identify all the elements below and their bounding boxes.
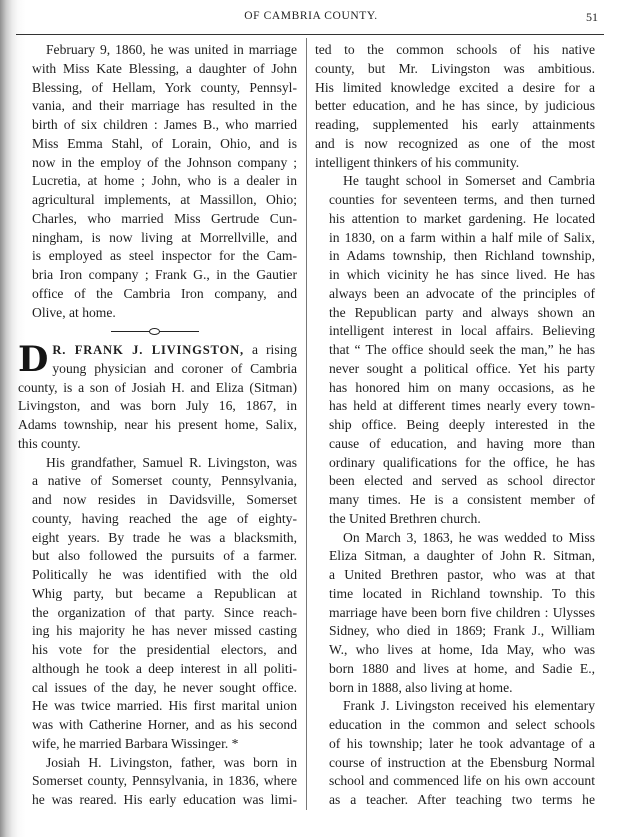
text-line: education in the common and select schools	[329, 717, 595, 732]
text-line: has honored him on many occasions, as he	[329, 379, 595, 395]
text-line: now in the employ of the Johnson company ;	[32, 154, 297, 170]
column-divider-rule	[306, 38, 307, 810]
text-line	[18, 341, 297, 360]
drop-cap-letter: D	[18, 339, 49, 380]
text-line: Politically he was identified with the old	[32, 567, 297, 582]
text-line: in Adams township, then Richland township,	[329, 248, 595, 264]
text-line: February 9, 1860, he was united in marriage	[46, 42, 297, 57]
text-line: ing his majority he has never missed casting	[32, 623, 297, 639]
text-line: office of the Cambria Iron company, and	[32, 285, 297, 301]
text-line: Blessing, of Hellam, York county, Pennsyl-	[32, 79, 297, 95]
text-line: never sought a political office. Yet his party	[329, 360, 595, 376]
text-line: He was twice married. His first marital union	[32, 698, 297, 714]
text-line: bria Iron company ; Frank G., in the Gautier	[32, 267, 297, 282]
subject-name-heading: R. FRANK J. LIVINGSTON,	[52, 343, 244, 357]
text-line: On March 3, 1863, he was wedded to Miss	[343, 529, 595, 545]
text-line: cause of education, and having more than	[329, 435, 595, 451]
text-line: Eliza Sitman, a daughter of John R. Sitman,	[329, 548, 595, 564]
text-line: a United Brethren pastor, who was at that	[329, 567, 595, 582]
text-line: eight years. By trade he was a blacksmith,	[32, 529, 297, 545]
text-line: W., who lives at home, Ida May, who was	[329, 642, 595, 657]
text-fragment: a rising	[243, 342, 297, 357]
text-line: although he took a deep interest in all politi-	[32, 660, 297, 676]
text-line: Sidney, who died in 1869; Frank J., William	[329, 623, 595, 639]
text-line: in which vicinity he has since lived. He has	[329, 267, 595, 282]
text-line: time located in Richland township. To this	[329, 585, 595, 601]
text-line: counties for seventeen terms, and then turned	[329, 192, 595, 207]
text-line: He taught school in Somerset and Cambria	[343, 173, 595, 189]
text-line: that “ The office should seek the man,” he has	[329, 342, 595, 357]
text-line: the Republican party and always shown an	[329, 304, 595, 320]
text-line: course of instruction at the Ebensburg Normal	[329, 754, 595, 770]
header-rule	[16, 34, 604, 35]
text-line: in 1830, on a farm within a half mile of Salix,	[329, 229, 595, 245]
text-line: better education, and he has since, by judicious	[315, 98, 595, 114]
running-title: OF CAMBRIA COUNTY.	[244, 10, 378, 22]
text-line: school and commenced life on his own account	[329, 773, 595, 789]
text-line: many times. He is a consistent member of	[329, 492, 595, 507]
paragraph-teaching-career	[315, 172, 595, 528]
text-line: born in 1888, also living at home.	[329, 679, 513, 695]
text-line: Charles, who married Miss Gertrude Cun-	[32, 210, 297, 226]
text-line: cal issues of the day, he never sought office.	[32, 679, 297, 695]
paragraph-marriage	[18, 41, 297, 322]
paragraph-father-education	[315, 41, 595, 172]
text-line: Somerset county, Pennsylvania, in 1836, where	[32, 773, 297, 789]
text-line: a native of Somerset county, Pennsylvania,	[32, 473, 297, 489]
paragraph-parents-marriage	[315, 529, 595, 698]
text-line: intelligent thinkers of his community.	[315, 154, 520, 170]
text-line: vania, and their marriage has resulted in the	[32, 98, 297, 114]
text-line: county, but Mr. Livingston was ambitious.	[315, 60, 595, 76]
text-line: has held at different times nearly every town-	[329, 398, 595, 414]
text-line: but also followed the pursuits of a farmer.	[32, 548, 297, 564]
text-line: of his township; later he took advantage of a	[329, 735, 595, 751]
text-line: the organization of that party. Since reach-	[32, 604, 297, 620]
text-line: county, having reached the age of eighty-	[32, 510, 297, 526]
text-line: as a teacher. After teaching two terms he	[329, 792, 595, 807]
text-line: the United Brethren church.	[329, 510, 481, 526]
text-line: His limited knowledge excited a desire for a	[315, 79, 595, 95]
text-line: ted to the common schools of his native	[315, 42, 595, 57]
paragraph-father	[18, 754, 297, 810]
text-line: with Miss Kate Blessing, a daughter of John	[32, 60, 297, 76]
text-line: intelligent interest in local affairs. Believing	[329, 323, 595, 339]
text-line: agricultural implements, at Massillon, Ohio;	[32, 192, 297, 207]
text-line: born 1880 and lives at home, and Sadie E.,	[329, 660, 595, 676]
text-line: and now resides in Davidsville, Somerset	[32, 492, 297, 507]
text-line: Miss Emma Stahl, of Lorain, Ohio, and is	[32, 135, 297, 151]
text-line: he was reared. His early education was limi-	[32, 792, 297, 807]
text-line: Frank J. Livingston received his elementary	[343, 698, 595, 714]
text-line: was with Catherine Horner, and as his second	[32, 717, 297, 732]
text-line: is employed as steel inspector for the Cam-	[32, 248, 297, 264]
paragraph-biography-intro	[18, 341, 297, 454]
text-line: birth of six children : James B., who married	[32, 117, 297, 132]
ornamental-divider	[18, 322, 297, 341]
text-line: ordinary qualifications for the office, he has	[329, 454, 595, 470]
text-line: ship office. Being deeply interested in the	[329, 417, 595, 432]
left-column	[18, 41, 297, 810]
text-line: been elected and served as school director	[329, 473, 595, 489]
divider-ornament	[149, 328, 160, 335]
page-number: 51	[586, 10, 598, 24]
text-line: Livingston, and was born July 16, 1867, in	[18, 398, 297, 414]
text-line: wife, he married Barbara Wissinger. *	[32, 735, 239, 751]
paragraph-grandfather	[18, 454, 297, 754]
text-line: young physician and coroner of Cambria	[52, 360, 297, 376]
text-line: this county.	[18, 435, 81, 451]
biography-lines	[18, 360, 297, 454]
text-line: his vote for the presidential electors, and	[32, 642, 297, 657]
text-line: ningham, is now living at Morrellville, and	[32, 229, 297, 245]
running-header	[20, 10, 602, 28]
text-line: Olive, at home.	[32, 304, 116, 320]
text-line: county, is a son of Josiah H. and Eliza (Sitman)	[18, 379, 297, 395]
right-column	[315, 41, 595, 810]
text-line: Whig party, but became a Republican at	[32, 585, 297, 601]
text-line: Lucretia, at home ; John, who is a dealer in	[32, 173, 297, 189]
text-line: and is now recognized as one of the most	[315, 135, 595, 151]
text-line: always been an advocate of the principles of	[329, 285, 595, 301]
paragraph-subject-education	[315, 697, 595, 810]
text-line: Josiah H. Livingston, father, was born in	[46, 754, 297, 770]
text-line: His grandfather, Samuel R. Livingston, was	[46, 454, 297, 470]
text-line: marriage have been born five children : Ulysses	[329, 604, 595, 620]
text-line: Adams township, near his present home, Salix,	[18, 417, 297, 432]
text-line: his attention to market gardening. He located	[329, 210, 595, 226]
text-line: reading, supplemented his early attainments	[315, 117, 595, 132]
